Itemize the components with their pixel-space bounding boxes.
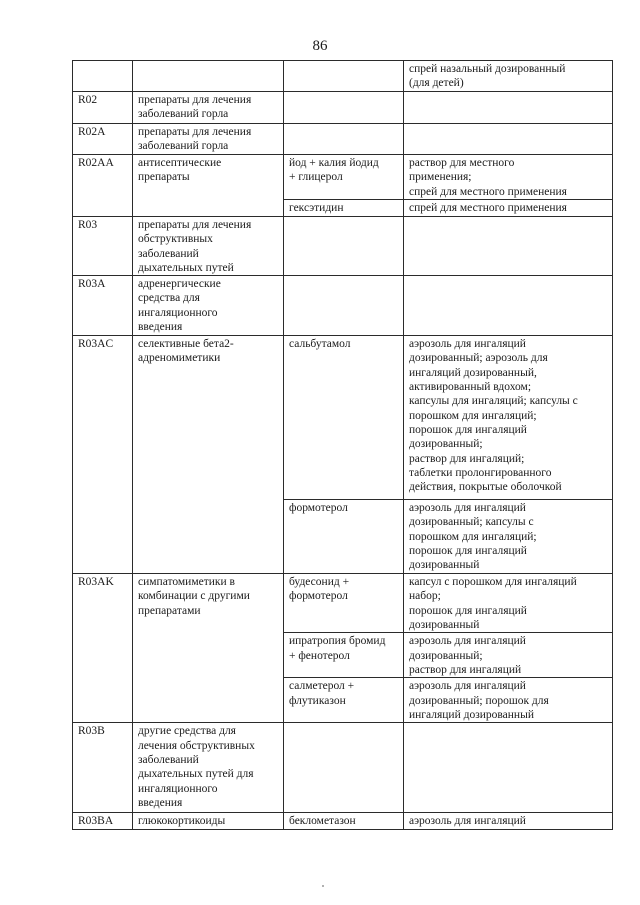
table-row — [73, 813, 613, 830]
inn-cell: гексэтидин — [284, 200, 404, 217]
atc-code-cell: R03A — [73, 276, 133, 336]
atc-code-cell — [73, 61, 133, 92]
dosage-form-cell — [404, 276, 613, 336]
dosage-form-cell: аэрозоль для ингаляций дозированный; раствор для ингаляций — [404, 633, 613, 678]
dosage-form-cell: аэрозоль для ингаляций — [404, 813, 613, 830]
group-name-cell: антисептические препараты — [133, 155, 284, 217]
table-row — [73, 124, 613, 155]
scan-speck — [322, 885, 324, 887]
group-name-cell — [133, 61, 284, 92]
inn-cell: будесонид + формотерол — [284, 574, 404, 633]
inn-cell — [284, 723, 404, 813]
inn-cell — [284, 217, 404, 276]
inn-cell — [284, 61, 404, 92]
inn-cell: беклометазон — [284, 813, 404, 830]
drug-table — [72, 60, 613, 830]
atc-code-cell: R03AC — [73, 336, 133, 574]
atc-code-cell: R03BA — [73, 813, 133, 830]
dosage-form-cell: спрей для местного применения — [404, 200, 613, 217]
atc-code-cell: R02 — [73, 92, 133, 124]
group-name-cell: адренергические средства для ингаляционного введения — [133, 276, 284, 336]
inn-cell: йод + калия йодид + глицерол — [284, 155, 404, 200]
table-row — [73, 61, 613, 92]
dosage-form-cell — [404, 124, 613, 155]
inn-cell: салметерол + флутиказон — [284, 678, 404, 723]
atc-code-cell: R02AA — [73, 155, 133, 217]
group-name-cell: глюкокортикоиды — [133, 813, 284, 830]
group-name-cell: препараты для лечения заболеваний горла — [133, 92, 284, 124]
inn-cell: формотерол — [284, 500, 404, 574]
dosage-form-cell: спрей назальный дозированный (для детей) — [404, 61, 613, 92]
dosage-form-cell — [404, 92, 613, 124]
atc-code-cell: R03B — [73, 723, 133, 813]
atc-code-cell: R03AK — [73, 574, 133, 723]
group-name-cell: препараты для лечения заболеваний горла — [133, 124, 284, 155]
group-name-cell: другие средства для лечения обструктивных заболеваний дыхательных путей для ингаляционного введения — [133, 723, 284, 813]
dosage-form-cell: аэрозоль для ингаляций дозированный; порошок для ингаляций дозированный — [404, 678, 613, 723]
group-name-cell: селективные бета2- адреномиметики — [133, 336, 284, 574]
table-row — [73, 723, 613, 813]
dosage-form-cell — [404, 723, 613, 813]
group-name-cell: симпатомиметики в комбинации с другими препаратами — [133, 574, 284, 723]
dosage-form-cell: раствор для местного применения; спрей для местного применения — [404, 155, 613, 200]
table-row — [73, 574, 613, 633]
inn-cell — [284, 124, 404, 155]
table-row — [73, 92, 613, 124]
dosage-form-cell — [404, 217, 613, 276]
inn-cell — [284, 92, 404, 124]
table-row — [73, 336, 613, 500]
dosage-form-cell: аэрозоль для ингаляций дозированный; аэрозоль для ингаляций дозированный, активированный вдохом; капсулы для ингаляций; капсулы с порошком для ингаляций; порошок для ингаляций дозированный; раствор для ингаляций; таблетки пролонгированного действия, покрытые оболочкой — [404, 336, 613, 500]
table-row — [73, 217, 613, 276]
atc-code-cell: R03 — [73, 217, 133, 276]
dosage-form-cell: капсул с порошком для ингаляций набор; порошок для ингаляций дозированный — [404, 574, 613, 633]
inn-cell: ипратропия бромид + фенотерол — [284, 633, 404, 678]
dosage-form-cell: аэрозоль для ингаляций дозированный; капсулы с порошком для ингаляций; порошок для ингаляций дозированный — [404, 500, 613, 574]
page-number: 86 — [312, 38, 328, 54]
table-row — [73, 155, 613, 200]
group-name-cell: препараты для лечения обструктивных заболеваний дыхательных путей — [133, 217, 284, 276]
table-row — [73, 276, 613, 336]
atc-code-cell: R02A — [73, 124, 133, 155]
inn-cell — [284, 276, 404, 336]
inn-cell: сальбутамол — [284, 336, 404, 500]
